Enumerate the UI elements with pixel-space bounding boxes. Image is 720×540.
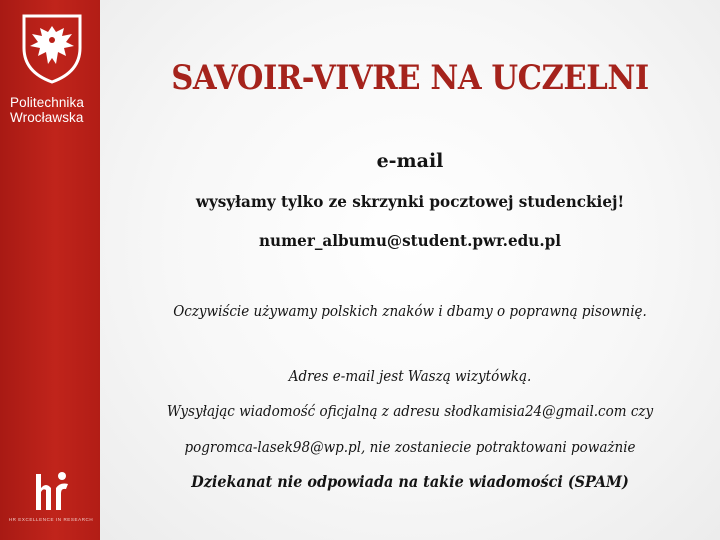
bad-email-example-line2: pogromca-lasek98@wp.pl, nie zostaniecie potraktowani poważnie xyxy=(184,438,636,456)
hr-excellence-logo-icon xyxy=(32,468,72,510)
university-name-line2: Wrocławska xyxy=(10,110,84,125)
slide-subtitle: e-mail xyxy=(376,150,444,172)
eagle-crest-icon xyxy=(20,12,84,84)
sidebar xyxy=(0,0,100,540)
email-business-card-note: Adres e-mail jest Waszą wizytówką. xyxy=(288,367,532,385)
slide-title: SAVOIR-VIVRE NA UCZELNI xyxy=(171,58,649,98)
bad-email-example-line1: Wysyłając wiadomość oficjalną z adresu słodkamisia24@gmail.com czy xyxy=(166,402,654,420)
university-name xyxy=(10,95,98,125)
university-name-line1: Politechnika xyxy=(10,95,84,110)
slide-content xyxy=(100,0,720,540)
rule-student-mailbox: wysyłamy tylko ze skrzynki pocztowej studenckiej! xyxy=(195,192,625,211)
spelling-note: Oczywiście używamy polskich znaków i dbamy o poprawną pisownię. xyxy=(173,302,647,320)
student-email-format: numer_albumu@student.pwr.edu.pl xyxy=(258,231,562,250)
spam-warning: Dziekanat nie odpowiada na takie wiadomości (SPAM) xyxy=(191,472,629,491)
hr-caption: HR EXCELLENCE IN RESEARCH xyxy=(8,517,94,522)
